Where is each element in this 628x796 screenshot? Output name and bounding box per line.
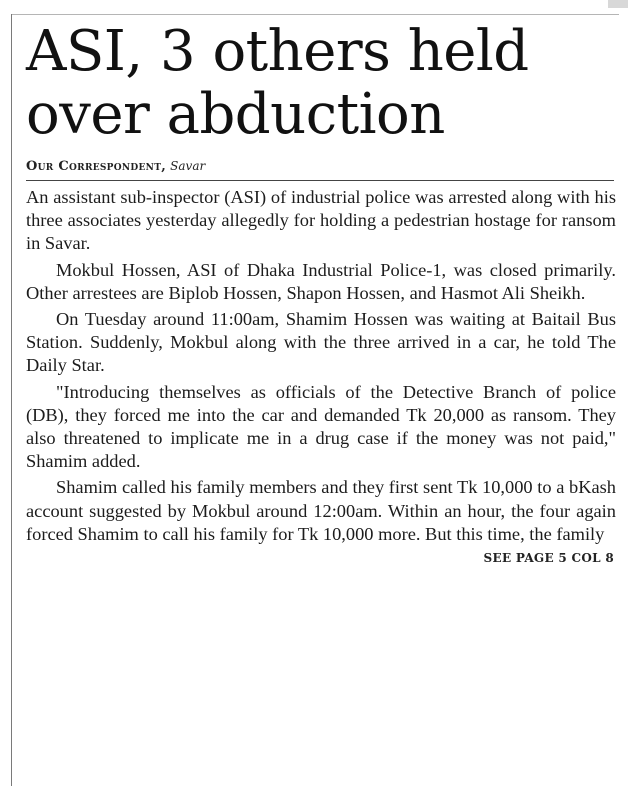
column-divider-rule — [11, 14, 12, 786]
top-border-rule — [11, 14, 619, 15]
news-article — [26, 20, 616, 565]
headline-line-1: ASI, 3 others held — [26, 19, 529, 84]
byline-author: Our Correspondent, — [26, 159, 167, 174]
continued-on-page-label: SEE PAGE 5 COL 8 — [483, 551, 614, 566]
byline-rule — [26, 180, 614, 181]
paragraph-4: "Introducing themselves as officials of the Detective Branch of police (DB), they forced me into the car and demanded Tk 20,000 as ransom. They also threatened to implicate me in a drug case if the money was not paid," Shamim added. — [26, 381, 616, 472]
paragraph-3: On Tuesday around 11:00am, Shamim Hossen was waiting at Baitail Bus Station. Suddenly, Mokbul along with the three arrived in a car, he told The Daily Star. — [26, 309, 616, 376]
byline — [26, 157, 616, 176]
headline — [26, 20, 616, 146]
paragraph-5: Shamim called his family members and they first sent Tk 10,000 to a bKash account suggested by Mokbul around 12:00am. Within an hour, the four again forced Shamim to call his family for Tk 10,000 more. But this time, the family — [26, 477, 616, 544]
byline-place: Savar — [170, 159, 206, 173]
article-body — [26, 186, 616, 546]
page-corner-mark — [608, 0, 628, 8]
paragraph-1: An assistant sub-inspector (ASI) of industrial police was arrested along with his three associates yesterday allegedly for holding a pedestrian hostage for ransom in Savar. — [26, 187, 616, 254]
paragraph-2: Mokbul Hossen, ASI of Dhaka Industrial Police-1, was closed primarily. Other arrestees are Biplob Hossen, Shapon Hossen, and Hasmot Ali Sheikh. — [26, 259, 616, 303]
headline-line-2: over abduction — [26, 82, 445, 147]
